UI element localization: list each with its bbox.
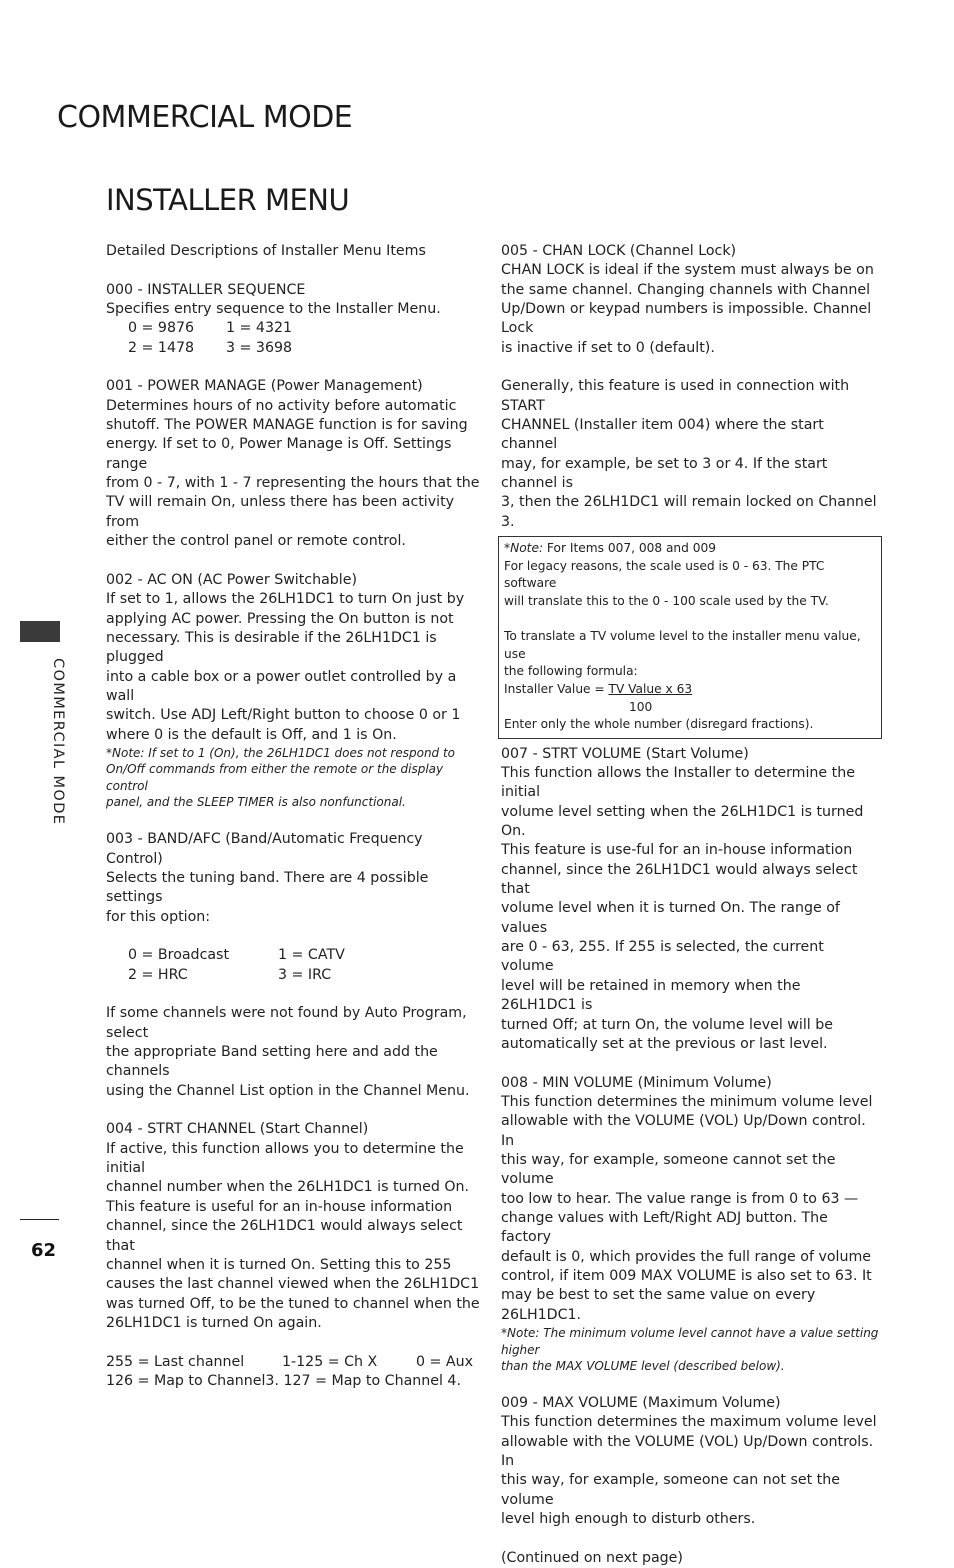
item-002-line: where 0 is the default is Off, and 1 is On. — [106, 726, 397, 743]
sidebar-section-label: COMMERCIAL MODE — [50, 658, 66, 826]
item-004-line: channel number when the 26LH1DC1 is turned On. — [106, 1179, 470, 1196]
band-value: 3 = IRC — [278, 966, 332, 983]
item-002-title: 002 - AC ON (AC Power Switchable) — [106, 571, 358, 588]
item-003-line: using the Channel List option in the Channel Menu. — [106, 1082, 470, 1099]
item-004-line: was turned Off, to be the tuned to channel when the — [106, 1295, 480, 1312]
sequence-value: 1 = 4321 — [226, 320, 293, 337]
item-003-line: for this option: — [106, 908, 211, 925]
item-005-line: CHAN LOCK is ideal if the system must always be on — [501, 262, 874, 279]
formula — [504, 681, 876, 699]
item-003-title: Control) — [106, 850, 163, 867]
sequence-row-1 — [106, 319, 484, 338]
item-009-line: level high enough to disturb others. — [501, 1510, 756, 1527]
item-008-line: too low to hear. The value range is from 0 to 63 — — [501, 1190, 859, 1207]
item-007-title: 007 - STRT VOLUME (Start Volume) — [501, 745, 749, 762]
note-box-title — [504, 540, 876, 558]
item-005-line: Up/Down or keypad numbers is impossible. Channel Lock — [501, 301, 872, 337]
page-title: INSTALLER MENU — [106, 183, 350, 217]
item-005-line: 3, then the 26LH1DC1 will remain locked on Channel 3. — [501, 494, 877, 530]
item-003-line: Selects the tuning band. There are 4 possible settings — [106, 869, 429, 906]
item-001-line: either the control panel or remote control. — [106, 533, 406, 550]
item-004-line: channel when it is turned On. Setting this to 255 — [106, 1256, 452, 1273]
channel-value: 255 = Last channel — [106, 1353, 245, 1370]
item-002-note: panel, and the SLEEP TIMER is also nonfunctional. — [106, 795, 406, 810]
item-001-line: Determines hours of no activity before automatic — [106, 397, 457, 414]
note-title: For Items 007, 008 and 009 — [543, 541, 717, 556]
channel-value: 0 = Aux — [416, 1353, 474, 1370]
item-001-line: from 0 - 7, with 1 - 7 representing the hours that the — [106, 475, 480, 492]
item-000-text: Specifies entry sequence to the Installer Menu. — [106, 301, 441, 318]
band-value: 1 = CATV — [278, 947, 345, 964]
item-002-line: necessary. This is desirable if the 26LH1DC1 is plugged — [106, 629, 437, 666]
continued-note: (Continued on next page) — [501, 1549, 683, 1566]
item-004-line: This feature is useful for an in-house information — [106, 1198, 453, 1215]
sequence-value: 2 = 1478 — [128, 339, 195, 356]
item-002-note: On/Off commands from either the remote or the display control — [106, 762, 444, 793]
item-005-line: may, for example, be set to 3 or 4. If the start channel is — [501, 455, 828, 492]
item-007-line: channel, since the 26LH1DC1 would always select that — [501, 861, 858, 898]
right-column — [501, 242, 879, 1568]
sequence-value: 0 = 9876 — [128, 320, 195, 337]
item-004-line: 26LH1DC1 is turned On again. — [106, 1314, 322, 1331]
item-008-line: may be best to set the same value on every — [501, 1287, 816, 1304]
item-008-line: control, if item 009 MAX VOLUME is also set to 63. It — [501, 1267, 872, 1284]
item-001-line: TV will remain On, unless there has been activity from — [106, 494, 455, 530]
item-004-line: channel, since the 26LH1DC1 would always select that — [106, 1218, 463, 1254]
item-008-line: change values with Left/Right ADJ button. The factory — [501, 1209, 828, 1246]
item-008-line: this way, for example, someone cannot set the volume — [501, 1151, 836, 1188]
item-009-line: This function determines the maximum volume level — [501, 1414, 877, 1431]
item-004-line: causes the last channel viewed when the 26LH1DC1 — [106, 1276, 480, 1293]
item-009-title: 009 - MAX VOLUME (Maximum Volume) — [501, 1394, 781, 1411]
sequence-row-2 — [106, 339, 484, 358]
item-008-note: than the MAX VOLUME level (described below). — [501, 1359, 785, 1373]
item-002-line: applying AC power. Pressing the On button is not — [106, 610, 454, 627]
note-box-line: To translate a TV volume level to the installer menu value, use — [504, 629, 861, 661]
item-009-line: allowable with the VOLUME (VOL) Up/Down controls. In — [501, 1433, 874, 1469]
sidebar-tab-marker — [20, 621, 60, 642]
item-005-line: is inactive if set to 0 (default). — [501, 339, 715, 356]
formula-numerator: TV Value x 63 — [608, 681, 693, 696]
note-box-line: Enter only the whole number (disregard fractions). — [504, 717, 814, 732]
intro-heading: Detailed Descriptions of Installer Menu Items — [106, 243, 426, 259]
item-007-line: turned Off; at turn On, the volume level will be — [501, 1016, 833, 1033]
item-007-line: This function allows the Installer to determine the initial — [501, 765, 855, 801]
volume-note-box — [498, 536, 882, 739]
channel-value: 1-125 = Ch X — [282, 1353, 378, 1370]
item-005-line: CHANNEL (Installer item 004) where the start channel — [501, 417, 824, 453]
left-column — [106, 242, 484, 1391]
item-003-title: 003 - BAND/AFC (Band/Automatic Frequency — [106, 831, 423, 848]
note-box-line: For legacy reasons, the scale used is 0 - 63. The PTC software — [504, 558, 825, 591]
item-004-line: If active, this function allows you to determine the initial — [106, 1140, 464, 1177]
item-008-note: *Note: The minimum volume level cannot have a value setting higher — [501, 1326, 879, 1357]
item-008-title: 008 - MIN VOLUME (Minimum Volume) — [501, 1074, 772, 1091]
item-008-line: default is 0, which provides the full range of volume — [501, 1248, 872, 1265]
item-007-line: automatically set at the previous or last level. — [501, 1035, 828, 1052]
item-001-line: energy. If set to 0, Power Manage is Off. Settings range — [106, 436, 452, 472]
channel-values-row-2: 126 = Map to Channel3. 127 = Map to Channel 4. — [106, 1372, 461, 1389]
item-001-line: shutoff. The POWER MANAGE function is for saving — [106, 417, 468, 434]
item-007-line: level will be retained in memory when the 26LH1DC1 is — [501, 977, 801, 1014]
item-007-line: volume level when it is turned On. The range of values — [501, 900, 840, 936]
item-002-line: into a cable box or a power outlet controlled by a wall — [106, 668, 457, 704]
note-label: *Note: — [504, 541, 544, 556]
item-005-line: the same channel. Changing channels with Channel — [501, 281, 871, 298]
item-002-line: If set to 1, allows the 26LH1DC1 to turn On just by — [106, 591, 465, 608]
footer-rule — [20, 1219, 59, 1220]
item-007-line: This feature is use-ful for an in-house information — [501, 842, 853, 859]
item-002-line: switch. Use ADJ Left/Right button to choose 0 or 1 — [106, 707, 461, 724]
formula-denominator: 100 — [629, 699, 653, 714]
item-008-line: allowable with the VOLUME (VOL) Up/Down control. In — [501, 1113, 866, 1149]
item-005-title: 005 - CHAN LOCK (Channel Lock) — [501, 243, 737, 259]
note-box-line: the following formula: — [504, 664, 638, 679]
item-002-note: *Note: If set to 1 (On), the 26LH1DC1 does not respond to — [106, 745, 456, 760]
section-title: COMMERCIAL MODE — [57, 100, 353, 135]
item-009-line: this way, for example, someone can not set the volume — [501, 1472, 840, 1508]
page-number: 62 — [31, 1240, 57, 1261]
note-box-line: will translate this to the 0 - 100 scale used by the TV. — [504, 593, 829, 608]
item-008-line: This function determines the minimum volume level — [501, 1093, 873, 1110]
item-008-line: 26LH1DC1. — [501, 1306, 582, 1323]
item-001-title: 001 - POWER MANAGE (Power Management) — [106, 378, 423, 395]
band-row-2 — [106, 966, 484, 985]
channel-values-row-1 — [106, 1353, 484, 1372]
item-004-title: 004 - STRT CHANNEL (Start Channel) — [106, 1121, 369, 1138]
band-value: 0 = Broadcast — [128, 947, 230, 964]
item-003-line: the appropriate Band setting here and add the channels — [106, 1044, 438, 1080]
item-005-line: Generally, this feature is used in connection with START — [501, 378, 850, 414]
band-row-1 — [106, 946, 484, 965]
item-007-line: volume level setting when the 26LH1DC1 is turned On. — [501, 803, 864, 840]
band-value: 2 = HRC — [128, 966, 188, 983]
item-007-line: are 0 - 63, 255. If 255 is selected, the current volume — [501, 939, 824, 975]
item-000-title: 000 - INSTALLER SEQUENCE — [106, 281, 306, 298]
item-003-line: If some channels were not found by Auto Program, select — [106, 1005, 467, 1041]
sequence-value: 3 = 3698 — [226, 339, 293, 356]
formula-label: Installer Value = — [504, 681, 609, 696]
